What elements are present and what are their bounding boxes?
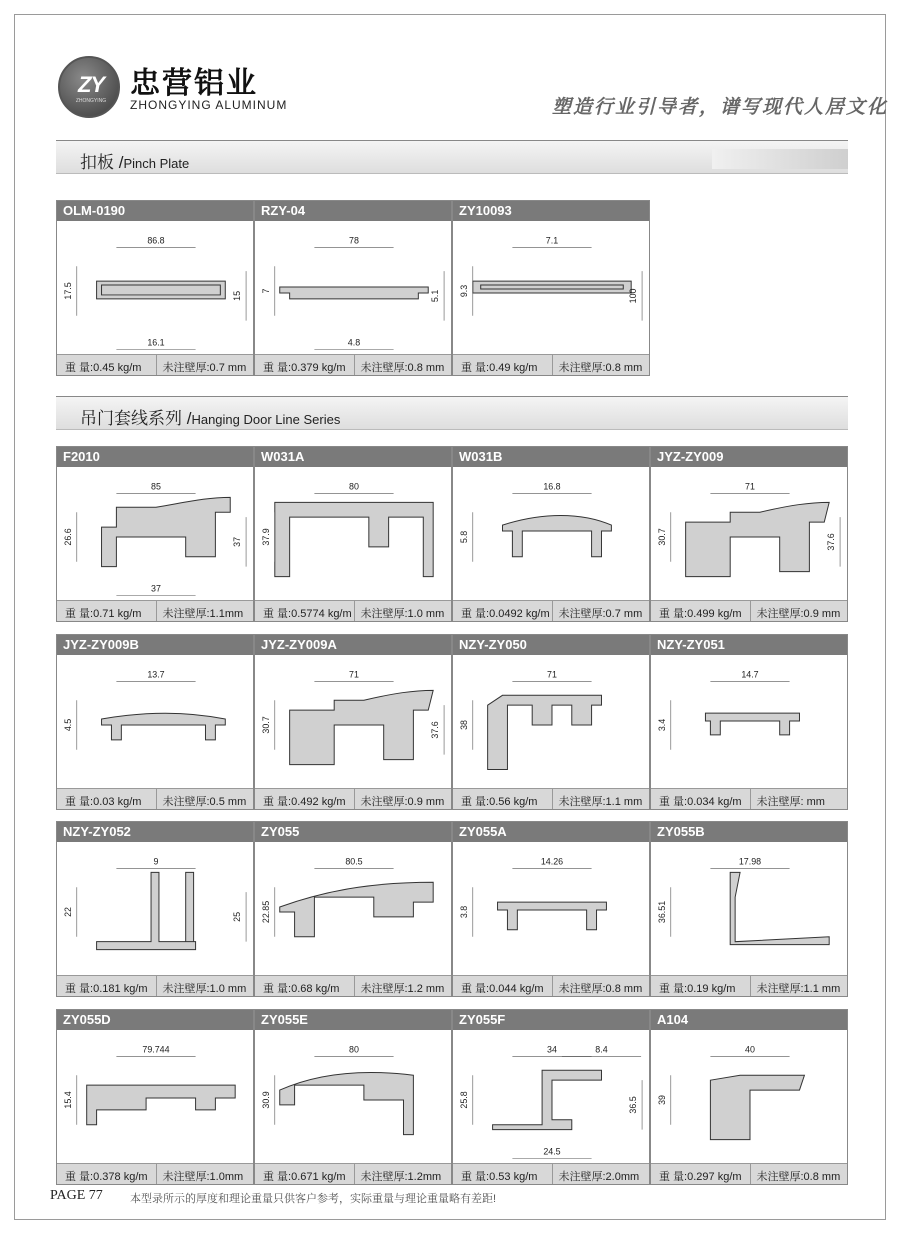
- profile-outline: [87, 1085, 235, 1125]
- thickness-value: 未注壁厚:1.1 mm: [750, 976, 848, 996]
- spec-footer: [255, 354, 451, 375]
- dimension-label: 37: [151, 583, 161, 594]
- dimension-label: 5.1: [430, 289, 441, 303]
- dimension-label: 17.5: [62, 282, 73, 300]
- product-card: [56, 200, 254, 376]
- thickness-value: 未注壁厚:1.0mm: [156, 1164, 254, 1184]
- product-code: NZY-ZY051: [651, 635, 847, 655]
- thickness-value: 未注壁厚:0.8 mm: [552, 355, 650, 375]
- spec-footer: [453, 788, 649, 809]
- dimension-label: 36.51: [656, 900, 667, 924]
- profile-drawing: [57, 1030, 253, 1165]
- thickness-value: 未注壁厚:1.0 mm: [354, 601, 452, 621]
- weight-value: 重 量:0.49 kg/m: [461, 362, 538, 374]
- product-code: ZY055: [255, 822, 451, 842]
- product-card: [254, 634, 452, 810]
- weight-value: 重 量:0.5774 kg/m: [263, 608, 352, 620]
- section-pinch-plate: [56, 140, 848, 174]
- weight-value: 重 量:0.499 kg/m: [659, 608, 742, 620]
- weight-value: 重 量:0.034 kg/m: [659, 796, 742, 808]
- dimension-label: 37: [232, 536, 243, 547]
- product-card: [452, 634, 650, 810]
- profile-outline: [97, 281, 226, 299]
- profile-drawing: [651, 842, 847, 977]
- spec-footer: [651, 1163, 847, 1184]
- profile-outline: [280, 1072, 414, 1134]
- dimension-label: 22.85: [260, 900, 271, 924]
- weight-value: 重 量:0.0492 kg/m: [461, 608, 550, 620]
- product-code: JYZ-ZY009: [651, 447, 847, 467]
- thickness-value: 未注壁厚:1.2 mm: [354, 976, 452, 996]
- profile-outline: [730, 872, 829, 944]
- dimension-label: 79.744: [142, 1044, 170, 1055]
- product-code: RZY-04: [255, 201, 451, 221]
- spec-footer: [651, 975, 847, 996]
- product-card: [650, 821, 848, 997]
- weight-value: 重 量:0.297 kg/m: [659, 1171, 742, 1183]
- section-title: 扣板 /Pinch Plate: [80, 153, 190, 172]
- product-code: JYZ-ZY009B: [57, 635, 253, 655]
- slogan: 塑造行业引导者，谱写现代人居文化: [551, 96, 888, 118]
- weight-value: 重 量:0.044 kg/m: [461, 983, 544, 995]
- product-card: [650, 446, 848, 622]
- profile-outline: [290, 690, 434, 764]
- profile-outline: [102, 497, 231, 566]
- product-code: JYZ-ZY009A: [255, 635, 451, 655]
- weight-value: 重 量:0.378 kg/m: [65, 1171, 148, 1183]
- product-card: [452, 200, 650, 376]
- spec-footer: [453, 1163, 649, 1184]
- product-card: [650, 634, 848, 810]
- profile-drawing: [453, 1030, 649, 1165]
- header: [58, 52, 888, 122]
- spec-footer: [255, 788, 451, 809]
- dimension-label: 26.6: [62, 528, 73, 546]
- thickness-value: 未注壁厚:0.9 mm: [354, 789, 452, 809]
- dimension-label: 30.7: [260, 716, 271, 734]
- profile-outline: [280, 882, 433, 936]
- dimension-label: 80: [349, 1044, 359, 1055]
- product-code: ZY055D: [57, 1010, 253, 1030]
- dimension-label: 16.8: [543, 481, 561, 492]
- profile-drawing: [651, 1030, 847, 1165]
- product-code: A104: [651, 1010, 847, 1030]
- weight-value: 重 量:0.53 kg/m: [461, 1171, 538, 1183]
- product-code: ZY055E: [255, 1010, 451, 1030]
- dimension-label: 39: [656, 1095, 667, 1105]
- spec-footer: [57, 975, 253, 996]
- profile-drawing: [255, 221, 451, 356]
- thickness-value: 未注壁厚:1.1mm: [156, 601, 254, 621]
- profile-drawing: [57, 842, 253, 977]
- profile-outline: [280, 287, 428, 299]
- spec-footer: [255, 600, 451, 621]
- spec-footer: [57, 600, 253, 621]
- dimension-label: 71: [745, 481, 755, 492]
- product-card: [452, 1009, 650, 1185]
- weight-value: 重 量:0.71 kg/m: [65, 608, 142, 620]
- product-card: [650, 1009, 848, 1185]
- profile-drawing: [453, 655, 649, 790]
- dimension-label: 34: [547, 1044, 557, 1055]
- spec-footer: [651, 788, 847, 809]
- profile-drawing: [255, 1030, 451, 1165]
- weight-value: 重 量:0.492 kg/m: [263, 796, 346, 808]
- dimension-label: 9.3: [458, 284, 469, 298]
- weight-value: 重 量:0.56 kg/m: [461, 796, 538, 808]
- dimension-label: 86.8: [147, 235, 165, 246]
- dimension-label: 5.8: [458, 530, 469, 544]
- product-code: NZY-ZY050: [453, 635, 649, 655]
- logo-mark: ZY: [77, 72, 105, 97]
- spec-footer: [453, 600, 649, 621]
- dimension-label: 40: [745, 1044, 755, 1055]
- weight-value: 重 量:0.181 kg/m: [65, 983, 148, 995]
- profile-outline: [488, 695, 602, 769]
- dimension-label: 80.5: [345, 856, 363, 867]
- dimension-label: 7.1: [545, 235, 559, 246]
- dimension-label: 71: [349, 669, 359, 680]
- thickness-value: 未注壁厚:0.7 mm: [156, 355, 254, 375]
- product-card: [254, 200, 452, 376]
- weight-value: 重 量:0.19 kg/m: [659, 983, 736, 995]
- product-code: OLM-0190: [57, 201, 253, 221]
- spec-footer: [453, 975, 649, 996]
- profile-drawing: [57, 467, 253, 602]
- product-code: W031B: [453, 447, 649, 467]
- spec-footer: [57, 788, 253, 809]
- spec-footer: [57, 1163, 253, 1184]
- product-card: [56, 634, 254, 810]
- product-card: [452, 446, 650, 622]
- weight-value: 重 量:0.379 kg/m: [263, 362, 346, 374]
- weight-value: 重 量:0.671 kg/m: [263, 1171, 346, 1183]
- footer-note: 本型录所示的厚度和理论重量只供客户参考，实际重量与理论重量略有差距!: [130, 1193, 497, 1205]
- product-card: [254, 446, 452, 622]
- product-card: [56, 821, 254, 997]
- product-code: ZY10093: [453, 201, 649, 221]
- dimension-label: 4.5: [62, 718, 73, 732]
- thickness-value: 未注壁厚:0.8 mm: [750, 1164, 848, 1184]
- profile-outline: [275, 502, 433, 576]
- dimension-label: 4.8: [347, 337, 361, 348]
- section-title: 吊门套线系列 /Hanging Door Line Series: [80, 409, 341, 428]
- profile-outline: [102, 713, 226, 740]
- profile-outline: [498, 902, 607, 930]
- thickness-value: 未注壁厚: mm: [750, 789, 848, 809]
- weight-value: 重 量:0.68 kg/m: [263, 983, 340, 995]
- profile-outline: [710, 1075, 804, 1139]
- profile-drawing: [255, 467, 451, 602]
- spec-footer: [255, 975, 451, 996]
- thickness-value: 未注壁厚:0.7 mm: [552, 601, 650, 621]
- thickness-value: 未注壁厚:1.0 mm: [156, 976, 254, 996]
- weight-value: 重 量:0.03 kg/m: [65, 796, 142, 808]
- product-card: [56, 446, 254, 622]
- product-code: ZY055B: [651, 822, 847, 842]
- dimension-label: 25: [232, 911, 243, 922]
- brand-name-en: ZHONGYING ALUMINUM: [130, 98, 288, 112]
- dimension-label: 38: [458, 720, 469, 730]
- thickness-value: 未注壁厚:1.2mm: [354, 1164, 452, 1184]
- product-code: ZY055A: [453, 822, 649, 842]
- product-code: ZY055F: [453, 1010, 649, 1030]
- spec-footer: [453, 354, 649, 375]
- logo: [58, 56, 120, 118]
- dimension-label: 13.7: [147, 669, 165, 680]
- weight-value: 重 量:0.45 kg/m: [65, 362, 142, 374]
- dimension-label: 78: [349, 235, 359, 246]
- page-number: PAGE 77: [50, 1188, 103, 1203]
- dimension-label: 36.5: [628, 1096, 639, 1114]
- thickness-value: 未注壁厚:0.8 mm: [552, 976, 650, 996]
- dimension-label: 37.9: [260, 528, 271, 546]
- dimension-label: 9: [153, 856, 159, 867]
- dimension-label: 15.4: [62, 1091, 73, 1109]
- spec-footer: [651, 600, 847, 621]
- thickness-value: 未注壁厚:0.5 mm: [156, 789, 254, 809]
- thickness-value: 未注壁厚:1.1 mm: [552, 789, 650, 809]
- dimension-label: 16.1: [147, 337, 165, 348]
- product-card: [452, 821, 650, 997]
- dimension-label: 14.26: [540, 856, 564, 867]
- dimension-label: 71: [547, 669, 557, 680]
- profile-outline: [473, 281, 631, 293]
- product-code: W031A: [255, 447, 451, 467]
- product-card: [254, 1009, 452, 1185]
- product-code: NZY-ZY052: [57, 822, 253, 842]
- dimension-label: 37.6: [826, 533, 837, 551]
- dimension-label: 30.9: [260, 1091, 271, 1109]
- dimension-label: 25.8: [458, 1091, 469, 1109]
- product-code: F2010: [57, 447, 253, 467]
- spec-footer: [255, 1163, 451, 1184]
- dimension-label: 3.4: [656, 718, 667, 732]
- profile-drawing: [651, 655, 847, 790]
- profile-outline: [493, 1070, 602, 1129]
- profile-drawing: [453, 467, 649, 602]
- dimension-label: 14.7: [741, 669, 759, 680]
- profile-drawing: [453, 842, 649, 977]
- dimension-label: 24.5: [543, 1146, 561, 1157]
- dimension-label: 22: [62, 907, 73, 917]
- profile-drawing: [57, 655, 253, 790]
- profile-outline: [502, 515, 611, 556]
- thickness-value: 未注壁厚:0.9 mm: [750, 601, 848, 621]
- profile-outline: [705, 713, 799, 735]
- section-hanging-door: [56, 396, 848, 430]
- dimension-label: 17.98: [738, 856, 762, 867]
- dimension-label: 37.6: [430, 721, 441, 739]
- dimension-label: 3.8: [458, 905, 469, 919]
- dimension-label: 8.4: [595, 1044, 608, 1055]
- dimension-label: 15: [232, 290, 243, 301]
- profile-outline: [97, 872, 196, 949]
- dimension-label: 85: [151, 481, 161, 492]
- product-card: [56, 1009, 254, 1185]
- spec-footer: [57, 354, 253, 375]
- section-shade: [712, 149, 848, 169]
- profile-drawing: [651, 467, 847, 602]
- dimension-label: 80: [349, 481, 359, 492]
- logo-sub: ZHONGYING: [75, 98, 107, 104]
- profile-drawing: [255, 842, 451, 977]
- dimension-label: 30.7: [656, 528, 667, 546]
- profile-outline: [686, 502, 830, 576]
- dimension-label: 7: [260, 288, 271, 294]
- thickness-value: 未注壁厚:2.0mm: [552, 1164, 650, 1184]
- thickness-value: 未注壁厚:0.8 mm: [354, 355, 452, 375]
- profile-drawing: [453, 221, 649, 356]
- brand-name-cn: 忠营铝业: [130, 67, 258, 100]
- profile-drawing: [255, 655, 451, 790]
- dimension-label: 100: [628, 288, 639, 304]
- product-card: [254, 821, 452, 997]
- profile-drawing: [57, 221, 253, 356]
